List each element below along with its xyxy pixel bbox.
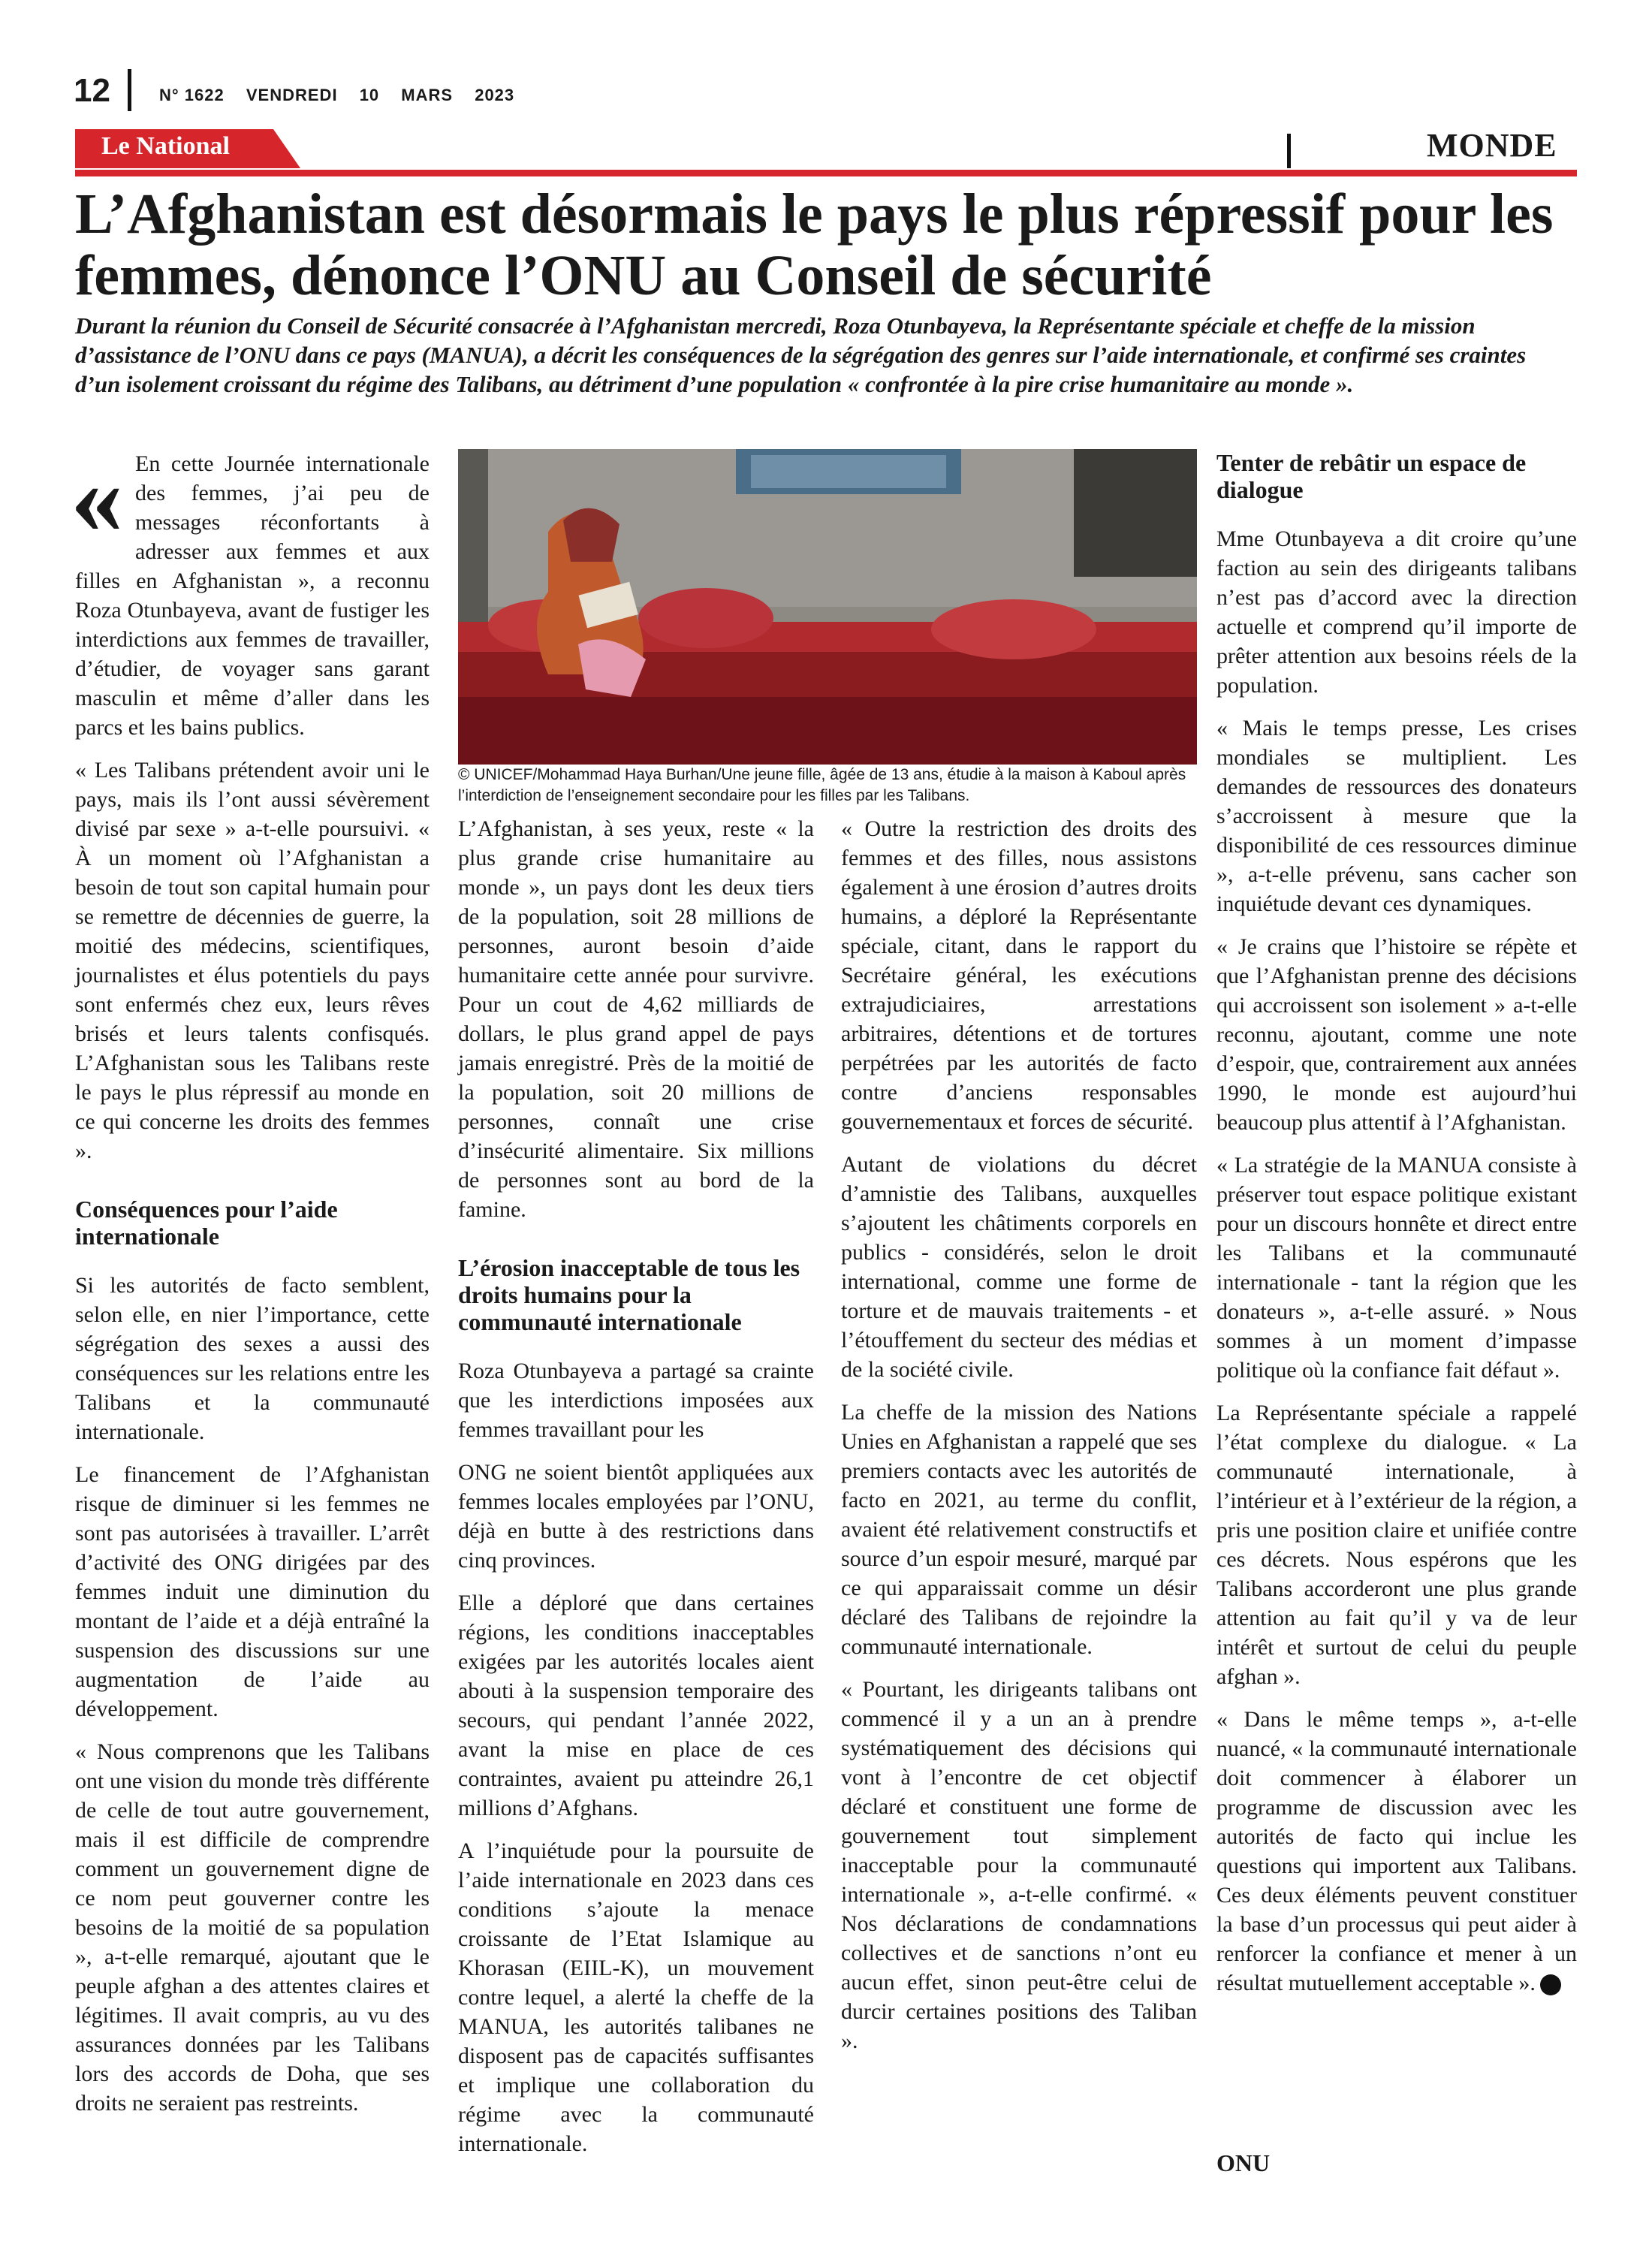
article-photo (458, 449, 1197, 765)
paragraph: « Outre la restriction des droits des femmes et des filles, nous assistons également à une érosion d’autres droits humains, a déploré la Représentante spéciale, citant, dans le rapport du Secrétaire général, les exécutions extrajudiciaires, arrestations arbitraires, détentions et de tortures perpétrées par les autorités de facto contre d’anciens responsables gouvernementaux et forces de sécurité. (841, 816, 1197, 1134)
paragraph: A l’inquiétude pour la poursuite de l’aide internationale en 2023 dans ces conditions s’ajoute la menace croissante de l’Etat Islamique au Khorasan (EIIL-K), un mouvement contre lequel, a alerté la cheffe de la MANUA, les autorités talibanes ne disposent pas de capacités suffisantes et implique une collaboration du régime avec la communauté internationale. (458, 1838, 814, 2156)
header-rule (75, 170, 1577, 176)
page-number-divider (128, 69, 131, 111)
paragraph: « La stratégie de la MANUA consiste à préserver tout espace politique existant pour un discours honnête et direct entre les Talibans et la communauté internationale - tant la région que les donateurs », a-t-elle assuré. » Nous sommes à un moment d’impasse politique où la confiance fait défaut ». (1216, 1153, 1577, 1383)
opening-paragraph (71, 439, 430, 742)
subheading-dialogue: Tenter de rebâtir un espace de dialogue (1216, 449, 1527, 503)
paragraph: La cheffe de la mission des Nations Unies en Afghanistan a rappelé que ses premiers contacts avec les autorités de facto en 2021, au terme du conflit, avaient été relativement constructifs et source d’un espoir mesuré, marqué par ce qui apparaissait comme un désir déclaré des Talibans de rejoindre la communauté internationale. (841, 1400, 1197, 1659)
paragraph: Si les autorités de facto semblent, selon elle, en nier l’importance, cette ségrégation des sexes a aussi des conséquences sur les relations entre les Talibans et la communauté internationale. (75, 1273, 430, 1444)
article-column-2 (458, 814, 814, 2172)
subheading-consequences: Conséquences pour l’aide internationale (75, 1196, 338, 1250)
issue-number: N° 1622 (159, 86, 225, 104)
article-signature: ONU (1216, 2149, 1271, 2176)
section-label-monde: MONDE (1427, 127, 1557, 164)
paragraph: « Nous comprenons que les Talibans ont une vision du monde très différente de celle de tout autre gouvernement, mais il est difficile de comprendre comment un gouvernement digne de ce nom peut gouverner contre les besoins de la moitié de sa population », a-t-elle remarqué, ajoutant que le peuple afghan a des attentes claires et légitimes. Il avait compris, au vu des assurances données par les Talibans lors des accords de Doha, que ses droits ne seraient pas restreints. (75, 1739, 430, 2116)
article-column-4 (1216, 449, 1577, 2011)
section-divider (1287, 134, 1291, 168)
paragraph: « Pourtant, les dirigeants talibans ont commencé il y a un an à prendre systématiquement des décisions qui vont à l’encontre de cet objectif déclaré et constituent une forme de gouvernement tout simplement inacceptable pour la communauté internationale », a-t-elle confirmé. « Nos déclarations de condamnations collectives et de sanctions n’ont eu aucun effet, sinon peut-être celui de durcir certaines positions des Taliban ». (841, 1677, 1197, 2053)
section-label-national: Le National (101, 132, 230, 160)
paragraph: Le financement de l’Afghanistan risque de diminuer si les femmes ne sont pas autorisées à travailler. L’arrêt d’activité des ONG dirigées par des femmes induit une diminution du montant de l’aide et a déjà entraîné la suspension des discussions sur une augmentation de l’aide au développement. (75, 1462, 430, 1721)
article-column-3 (841, 814, 1197, 2069)
paragraph: Elle a déploré que dans certaines régions, les conditions inacceptables exigées par les autorités locales aient abouti à la suspension temporaire des secours, qui pendant l’année 2022, avant la mise en place de ces contraintes, avaient pu atteindre 26,1 millions d’Afghans. (458, 1591, 814, 1820)
paragraph: Roza Otunbayeva a partagé sa crainte que les interdictions imposées aux femmes travaillant pour les (458, 1359, 814, 1442)
opening-text: En cette Journée internationale des femmes, j’ai peu de messages réconfortants à adresser aux femmes et aux filles en Afghanistan », a reconnu Roza Otunbayeva, avant de fustiger les interdictions aux femmes de travailler, d’étudier, de voyager sans garant masculin et même d’aller dans les parcs et les bains publics. (75, 451, 430, 740)
subheading-erosion: L’érosion inacceptable de tous les droits humains pour la communauté internationale (458, 1254, 800, 1335)
issue-date: 10 (359, 86, 380, 104)
closing-text: « Dans le même temps », a-t-elle nuancé, « la communauté internationale doit commencer à élaborer un programme de discussion avec les autorités de facto qui inclue les questions qui importent aux Talibans. Ces deux éléments peuvent constituer la base d’un processus qui peut aider à renforcer la confiance et mener à un résultat mutuellement acceptable ». (1216, 1707, 1577, 1995)
paragraph: ONG ne soient bientôt appliquées aux femmes locales employées par l’ONU, déjà en butte à des restrictions dans cinq provinces. (458, 1460, 814, 1573)
paragraph: « Les Talibans prétendent avoir uni le pays, mais ils l’ont aussi sévèrement divisé par sexe » a-t-elle poursuivi. « À un moment où l’Afghanistan a besoin de tout son capital humain pour se remettre de décennies de guerre, la moitié des médecins, scientifiques, journalistes et élus potentiels du pays sont enfermés chez eux, leurs rêves brisés et leurs talents confisqués. L’Afghanistan sous les Talibans reste le pays le plus répressif au monde en ce qui concerne les droits des femmes ». (75, 758, 430, 1163)
photo-caption: © UNICEF/Mohammad Haya Burhan/Une jeune fille, âgée de 13 ans, étudie à la maison à Kaboul après l’interdiction de l’enseignement secondaire pour les filles par les Talibans. (458, 766, 1186, 804)
photo-girl-studying (458, 449, 1197, 765)
issue-year: 2023 (475, 86, 515, 104)
article-column-1 (71, 439, 430, 2131)
issue-day: VENDREDI (246, 86, 338, 104)
issue-info (159, 86, 531, 105)
article-headline: L’Afghanistan est désormais le pays le plus répressif pour les femmes, dénonce l’ONU au Conseil de sécurité (75, 182, 1554, 307)
page-number: 12 (74, 72, 110, 109)
paragraph: L’Afghanistan, à ses yeux, reste « la plus grande crise humanitaire au monde », un pays dont les deux tiers de la population, soit 28 millions de personnes, auront besoin d’aide humanitaire cette année pour survivre. Pour un cout de 4,62 milliards de dollars, le plus grand appel de pays jamais enregistré. Près de la moitié de la population, soit 20 millions de personnes, connaît une crise d’insécurité alimentaire. Six millions de personnes sont au bord de la famine. (458, 816, 814, 1222)
paragraph: « Je crains que l’histoire se répète et que l’Afghanistan prenne des décisions qui accroissent son isolement » a-t-elle reconnu, ajoutant, comme une note d’espoir, que, contrairement aux années 1990, le monde est aujourd’hui beaucoup plus attentif à l’Afghanistan. (1216, 934, 1577, 1135)
drop-quote-mark: « (71, 439, 123, 556)
paragraph: « Mais le temps presse, Les crises mondiales se multiplient. Les demandes de ressources des donateurs s’accroissent à mesure que la disponibilité de ces ressources diminue », a-t-elle prévenu, sans cacher son inquiétude devant ces dynamiques. (1216, 716, 1577, 916)
article-lead: Durant la réunion du Conseil de Sécurité consacrée à l’Afghanistan mercredi, Roza Otunbayeva, la Représentante spéciale et cheffe de la mission d’assistance de l’ONU dans ce pays (MANUA), a décrit les conséquences de la ségrégation des genres sur l’aide internationale, et confirmé ses craintes d’un isolement croissant du régime des Talibans, au détriment d’une population « confrontée à la pire crise humanitaire au monde ». (75, 312, 1527, 397)
paragraph: Mme Otunbayeva a dit croire qu’une faction au sein des dirigeants talibans n’est pas d’accord avec la direction actuelle et comprend qu’il importe de prêter attention aux besoins réels de la population. (1216, 526, 1577, 698)
closing-paragraph (1216, 1705, 1577, 1998)
paragraph: Autant de violations du décret d’amnistie des Talibans, auxquelles s’ajoutent les châtiments corporels en publics - considérés, selon le droit international, comme une forme de torture et de mauvais traitements - et l’étouffement du secteur des médias et de la société civile. (841, 1152, 1197, 1382)
issue-month: MARS (401, 86, 454, 104)
end-of-article-icon (1540, 1974, 1561, 1995)
paragraph: La Représentante spéciale a rappelé l’état complexe du dialogue. « La communauté internationale, à l’intérieur et à l’extérieur de la région, a pris une position claire et unifiée contre ces décrets. Nous espérons que les Talibans accorderont une plus grande attention au fait qu’il y va de leur intérêt et surtout de celui du peuple afghan ». (1216, 1401, 1577, 1689)
